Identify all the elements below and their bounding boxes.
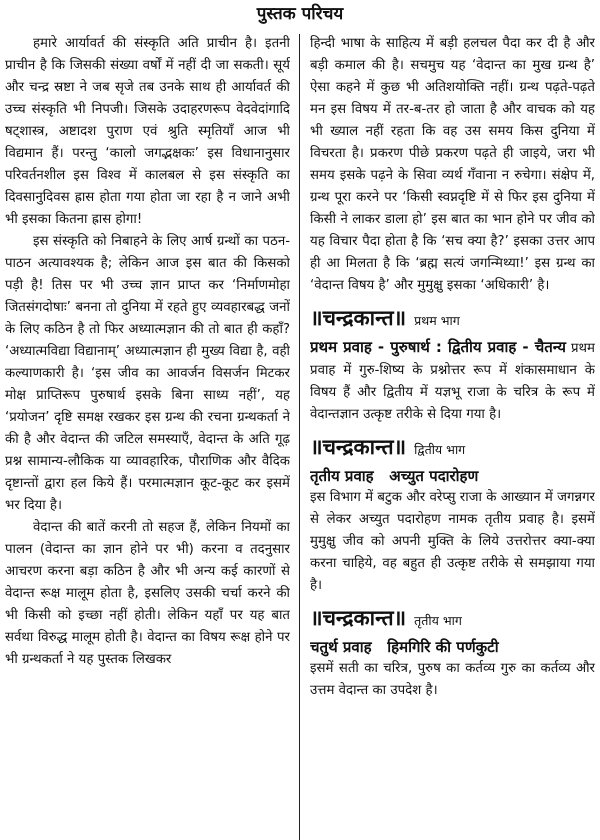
left-column — [5, 33, 290, 838]
section-part-label: तृतीय भाग — [414, 613, 462, 628]
section-part-3 — [310, 603, 595, 702]
left-paragraph-3: वेदान्त की बातें करनी तो सहज हैं, लेकिन नियमों का पालन (वेदान्त का ज्ञान होने पर भी) करना व तदनुसार आचरण करना बड़ा कठिन है और भी अन्य कई कारणों से वेदान्त रूक्ष मालूम होता है, इसलिए उसकी चर्चा करने की भी किसी को इच्छा नहीं होती। लेकिन यहाँ पर यह बात सर्वथा विरुद्ध मालूम होती है। वेदान्त का विषय रूक्ष होने पर भी ग्रन्थकर्ता ने यह पुस्तक लिखकर — [5, 520, 290, 667]
pravah-title: तृतीय प्रवाह अच्युत पदारोहण — [310, 467, 479, 485]
section-part-label: द्वितीय भाग — [414, 442, 466, 457]
section-text: प्रथम प्रवाह में गुरु-शिष्य के प्रश्नोत्तर रूप में शंकासमाधान के विषय हैं और द्वितीय में यज्ञभू राजा के चरित्र के रूप में वेदान्तज्ञान उत्कृष्ट तरीके से दिया गया है। — [310, 341, 595, 422]
pravah-title: चतुर्थ प्रवाह हिमगिरि की पर्णकुटी — [310, 638, 499, 656]
left-paragraph-2: इस संस्कृति को निबाहने के लिए आर्ष ग्रन्थों का पठन-पाठन अत्यावश्यक है; लेकिन आज इस बात की किसको पड़ी है! तिस पर भी उच्च ज्ञान प्राप्त कर ‘निर्माणमोहा जितसंगदोषाः’ बनना तो दुनिया में रहते हुए व्यवहारबद्ध जनों के लिए कठिन है तो फिर अध्यात्मज्ञान की तो बात ही कहाँ? ‘अध्यात्मविद्या विद्यानाम्’ अध्यात्मज्ञान ही मुख्य विद्या है, वही कल्याणकारी है। ‘इस जीव का आवर्जन विसर्जन मिटकर मोक्ष प्राप्तिरूप पुरुषार्थ इसके बिना साध्य नहीं’, यह ‘प्रयोजन’ दृष्टि समक्ष रखकर इस ग्रन्थ की रचना ग्रन्थकर्ता ने की है और वेदान्त की जटिल समस्याएँ, वेदान्त के अति गूढ़ प्रश्न सामान्य-लौकिक या व्यावहारिक, पौराणिक और वैदिक दृष्टान्तों द्वारा हल किये हैं। परमात्मज्ञान कूट-कूट कर इसमें भर दिया है। — [5, 234, 290, 513]
right-column — [310, 33, 595, 838]
section-title: ॥चन्द्रकान्त॥ — [310, 435, 407, 459]
section-part-2 — [310, 432, 595, 597]
right-intro-paragraph: हिन्दी भाषा के साहित्य में बड़ी हलचल पैदा कर दी है और बड़ी कमाल की है। सचमुच यह ‘वेदान्त का मुख ग्रन्थ है’ ऐसा कहने में कुछ भी अतिशयोक्ति नहीं। ग्रन्थ पढ़ते-पढ़ते मन इस विषय में तर-ब-तर हो जाता है और वाचक को यह भी ख्याल नहीं रहता कि वह उस समय किस दुनिया में विचरता है। प्रकरण पीछे प्रकरण पढ़ते ही जाइये, जरा भी समय इसके पढ़ने के सिवा व्यर्थ गँवाना न रुचेगा। संक्षेप में, ग्रन्थ पूरा करने पर ‘किसी स्वप्नदृष्टि में से फिर इस दुनिया में किसी ने लाकर डाला हो’ इस बात का भान होने पर जीव को यह विचार पैदा होता है कि ‘सच क्या है?’ इसका उत्तर आप ही आ मिलता है कि ‘ब्रह्म सत्यं जगन्मिथ्या!’ इस ग्रन्थ का ‘वेदान्त विषय है’ और मुमुक्षु इसका ‘अधिकारी’ है। — [310, 36, 595, 293]
section-body — [310, 336, 595, 426]
left-paragraph-1: हमारे आर्यावर्त की संस्कृति अति प्राचीन है। इतनी प्राचीन है कि जिसकी संख्या वर्षों में नहीं दी जा सकती। सूर्य और चन्द्र स्रष्टा ने जब सृजे तब उनके साथ ही आर्यावर्त की उच्च संस्कृति भी निपजी। जिसके उदाहरणरूप वेदवेदांगादि षट्शास्त्र, अष्टादश पुराण एवं श्रुति स्मृतियाँ आज भी विद्यमान हैं। परन्तु ‘कालो जगद्भक्षकः’ इस विधानानुसार परिवर्तनशील इस विश्व में कालबल से इस संस्कृति का दिवसानुदिवस ह्रास होता गया होता जा रहा है न जाने अभी भी इसका कितना ह्रास होगा! — [5, 36, 290, 227]
pravah-title: प्रथम प्रवाह - पुरुषार्थ : द्वितीय प्रवाह - चैतन्य — [310, 338, 566, 356]
section-heading — [310, 603, 595, 636]
section-text: इस विभाग में बटुक और वरेप्सु राजा के आख्यान में जगन्नगर से लेकर अच्युत पदारोहण नामक तृतीय प्रवाह है। इसमें मुमुक्षु जीव को अपनी मुक्ति के लिये उत्तरोत्तर क्या-क्या करना चाहिये, वह बहुत ही उत्कृष्ट तरीके से समझाया गया है। — [310, 490, 595, 593]
section-heading — [310, 432, 595, 465]
section-part-label: प्रथम भाग — [414, 313, 460, 328]
section-part-1 — [310, 303, 595, 426]
page-title: पुस्तक परिचय — [256, 4, 344, 24]
section-title: ॥चन्द्रकान्त॥ — [310, 306, 407, 330]
section-title: ॥चन्द्रकान्त॥ — [310, 606, 407, 630]
section-text: इसमें सती का चरित्र, पुरुष का कर्तव्य गुरु का कर्तव्य और उत्तम वेदान्त का उपदेश है। — [310, 661, 595, 698]
column-divider — [299, 34, 300, 840]
section-heading — [310, 303, 595, 336]
